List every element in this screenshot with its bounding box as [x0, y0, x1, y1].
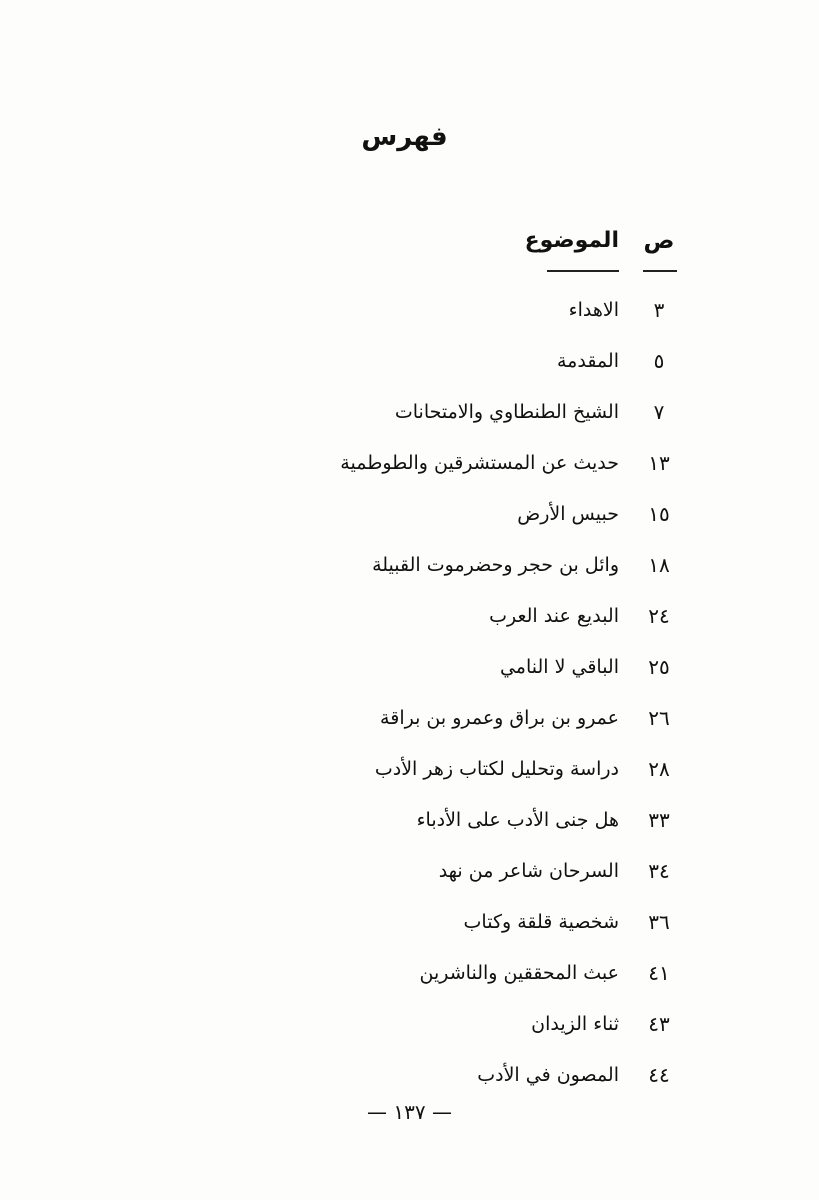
toc-topic: عمرو بن براق وعمرو بن براقة [380, 707, 619, 729]
toc-page-number: ١٨ [648, 553, 670, 577]
toc-topic: ثناء الزيدان [531, 1013, 619, 1035]
toc-row [0, 953, 819, 993]
toc-topic: الشيخ الطنطاوي والامتحانات [394, 401, 619, 423]
toc-page-number: ٣٣ [648, 808, 670, 832]
toc-row [0, 494, 819, 534]
toc-page-number: ٤٤ [648, 1063, 670, 1087]
toc-topic: البديع عند العرب [489, 605, 619, 627]
toc-topic: هل جنى الأدب على الأدباء [416, 809, 619, 831]
toc-topic: عبث المحققين والناشرين [419, 962, 619, 984]
toc-row [0, 545, 819, 585]
toc-page-number: ٣٤ [648, 859, 670, 883]
toc-page-number: ١٣ [648, 451, 670, 475]
toc-topic: السرحان شاعر من نهد [438, 860, 619, 882]
toc-page-number: ٥ [653, 349, 665, 373]
toc-row [0, 341, 819, 381]
toc-row [0, 902, 819, 942]
toc-page-number: ٢٦ [648, 706, 670, 730]
toc-row [0, 443, 819, 483]
toc-topic: المصون في الأدب [477, 1064, 619, 1086]
toc-row [0, 647, 819, 687]
toc-page-number: ٣ [653, 298, 665, 322]
toc-row [0, 698, 819, 738]
toc-topic: الباقي لا النامي [499, 656, 619, 678]
page-title: فهرس [361, 122, 448, 152]
toc-topic: حبيس الأرض [517, 503, 619, 525]
toc-topic: وائل بن حجر وحضرموت القبيلة [372, 554, 619, 576]
toc-page-number: ١٥ [648, 502, 670, 526]
toc-page-number: ٧ [653, 400, 665, 424]
toc-row [0, 596, 819, 636]
topic-column-underline [547, 270, 619, 272]
toc-page-number: ٢٨ [648, 757, 670, 781]
page-column-header: ص [643, 228, 675, 254]
toc-topic: الاهداء [568, 299, 619, 321]
toc-page-number: ٣٦ [648, 910, 670, 934]
toc-topic: حديث عن المستشرقين والطوطمية [340, 452, 619, 474]
toc-page-number: ٢٤ [648, 604, 670, 628]
toc-row [0, 749, 819, 789]
toc-row [0, 1055, 819, 1095]
toc-topic: شخصية قلقة وكتاب [463, 911, 619, 933]
toc-header [0, 228, 819, 268]
toc-topic: المقدمة [556, 350, 619, 372]
toc-topic: دراسة وتحليل لكتاب زهر الأدب [374, 758, 619, 780]
toc-row [0, 851, 819, 891]
topic-column-header: الموضوع [524, 228, 619, 253]
toc-row [0, 392, 819, 432]
toc-row [0, 1004, 819, 1044]
toc-row [0, 290, 819, 330]
toc-page-number: ٤٣ [648, 1012, 670, 1036]
toc-page-number: ٢٥ [648, 655, 670, 679]
page-column-underline [643, 270, 677, 272]
toc-row [0, 800, 819, 840]
page-number-footer: — ١٣٧ — [367, 1100, 452, 1124]
toc-page-number: ٤١ [648, 961, 670, 985]
